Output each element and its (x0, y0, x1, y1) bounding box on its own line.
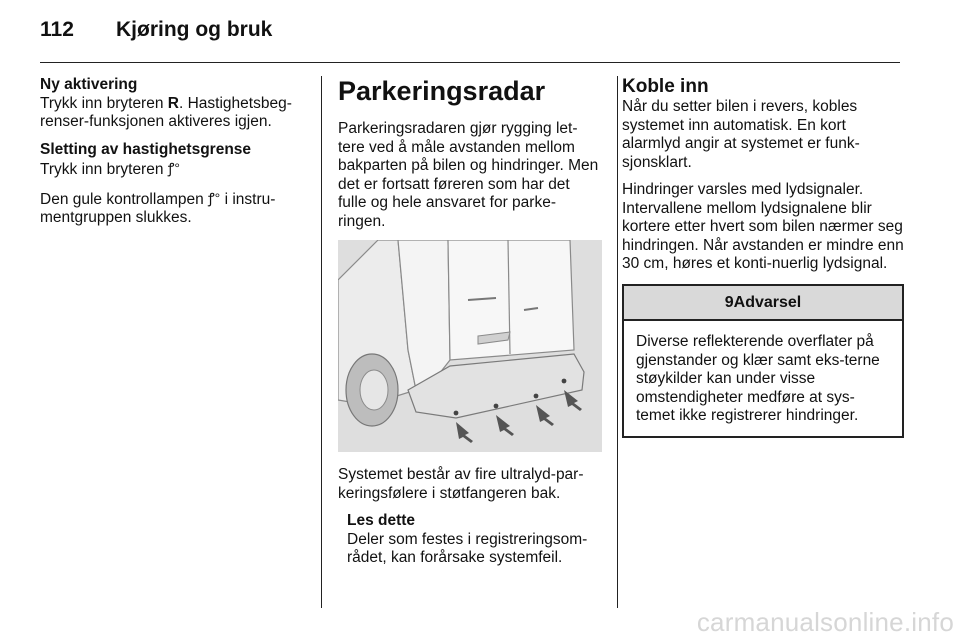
watermark: carmanualsonline.info (696, 607, 954, 637)
column-right (622, 76, 904, 438)
column-left (40, 76, 308, 237)
column-middle (338, 76, 602, 568)
warning-box (622, 284, 904, 438)
subheading-delete-limit: Sletting av hastighetsgrense (40, 140, 252, 158)
note-block (347, 512, 602, 568)
paragraph-control-lamp (40, 189, 308, 228)
page-header (40, 18, 272, 42)
warning-title: Advarsel (733, 293, 802, 311)
text-part: i instru-mentgruppen slukkes. (40, 190, 276, 226)
text-part: Den gule kontrollampen (40, 190, 209, 208)
header-rule (40, 62, 900, 63)
rear-van-sensors-illustration (338, 240, 602, 452)
subheading-reactivation: Ny aktivering (40, 76, 138, 93)
section-title-parking-radar: Parkeringsradar (338, 76, 546, 106)
paragraph-intro: Parkeringsradaren gjør rygging let-tere ved å måle avstanden mellom bakparten på bilen og hindringer. Men det er fortsatt føreren som har det fulle og hele ansvaret for parke-ringen. (338, 120, 599, 230)
section-title-activate: Koble inn (622, 76, 709, 97)
paragraph-reactivation (40, 95, 308, 132)
speed-limiter-icon: ꝭ° (167, 160, 181, 176)
page-title: Kjøring og bruk (116, 18, 273, 41)
text-part: Trykk inn bryteren (40, 161, 168, 178)
paragraph-signals: Hindringer varsles med lydsignaler. Intervallene mellom lydsignalene blir kortere etter hvert som bilen nærmer seg hindringen. Når avstanden er mindre enn 30 cm, høres et konti-nuerlig lydsignal. (622, 181, 904, 272)
paragraph-activate: Når du setter bilen i revers, kobles systemet inn automatisk. En kort alarmlyd angir at systemet er funk-sjonsklart. (622, 98, 860, 171)
column-divider-left (321, 76, 322, 608)
warning-text: Diverse reflekterende overflater på gjenstander og klær samt eks-terne støykilder kan under visse omstendigheter medføre at sys-temet ikke registrerer hindringer. (636, 333, 880, 424)
page-number: 112 (40, 18, 74, 41)
note-title: Les dette (347, 512, 416, 529)
note-text: Deler som festes i registreringsom-rådet, kan forårsake systemfeil. (347, 530, 588, 566)
column-divider-right (617, 76, 618, 608)
text-part: Trykk inn bryteren (40, 94, 168, 112)
paragraph-sensors: Systemet består av fire ultralyd-par-keringsfølere i støtfangeren bak. (338, 466, 584, 502)
speed-limiter-icon: ꝭ° (208, 189, 221, 206)
switch-letter: R (167, 94, 179, 112)
warning-triangle-icon: 9 (724, 293, 734, 311)
text-part: . Hastighetsbeg-renser-funksjonen aktiveres igjen. (40, 94, 292, 130)
paragraph-delete-limit (40, 159, 308, 180)
warning-header (624, 286, 902, 322)
